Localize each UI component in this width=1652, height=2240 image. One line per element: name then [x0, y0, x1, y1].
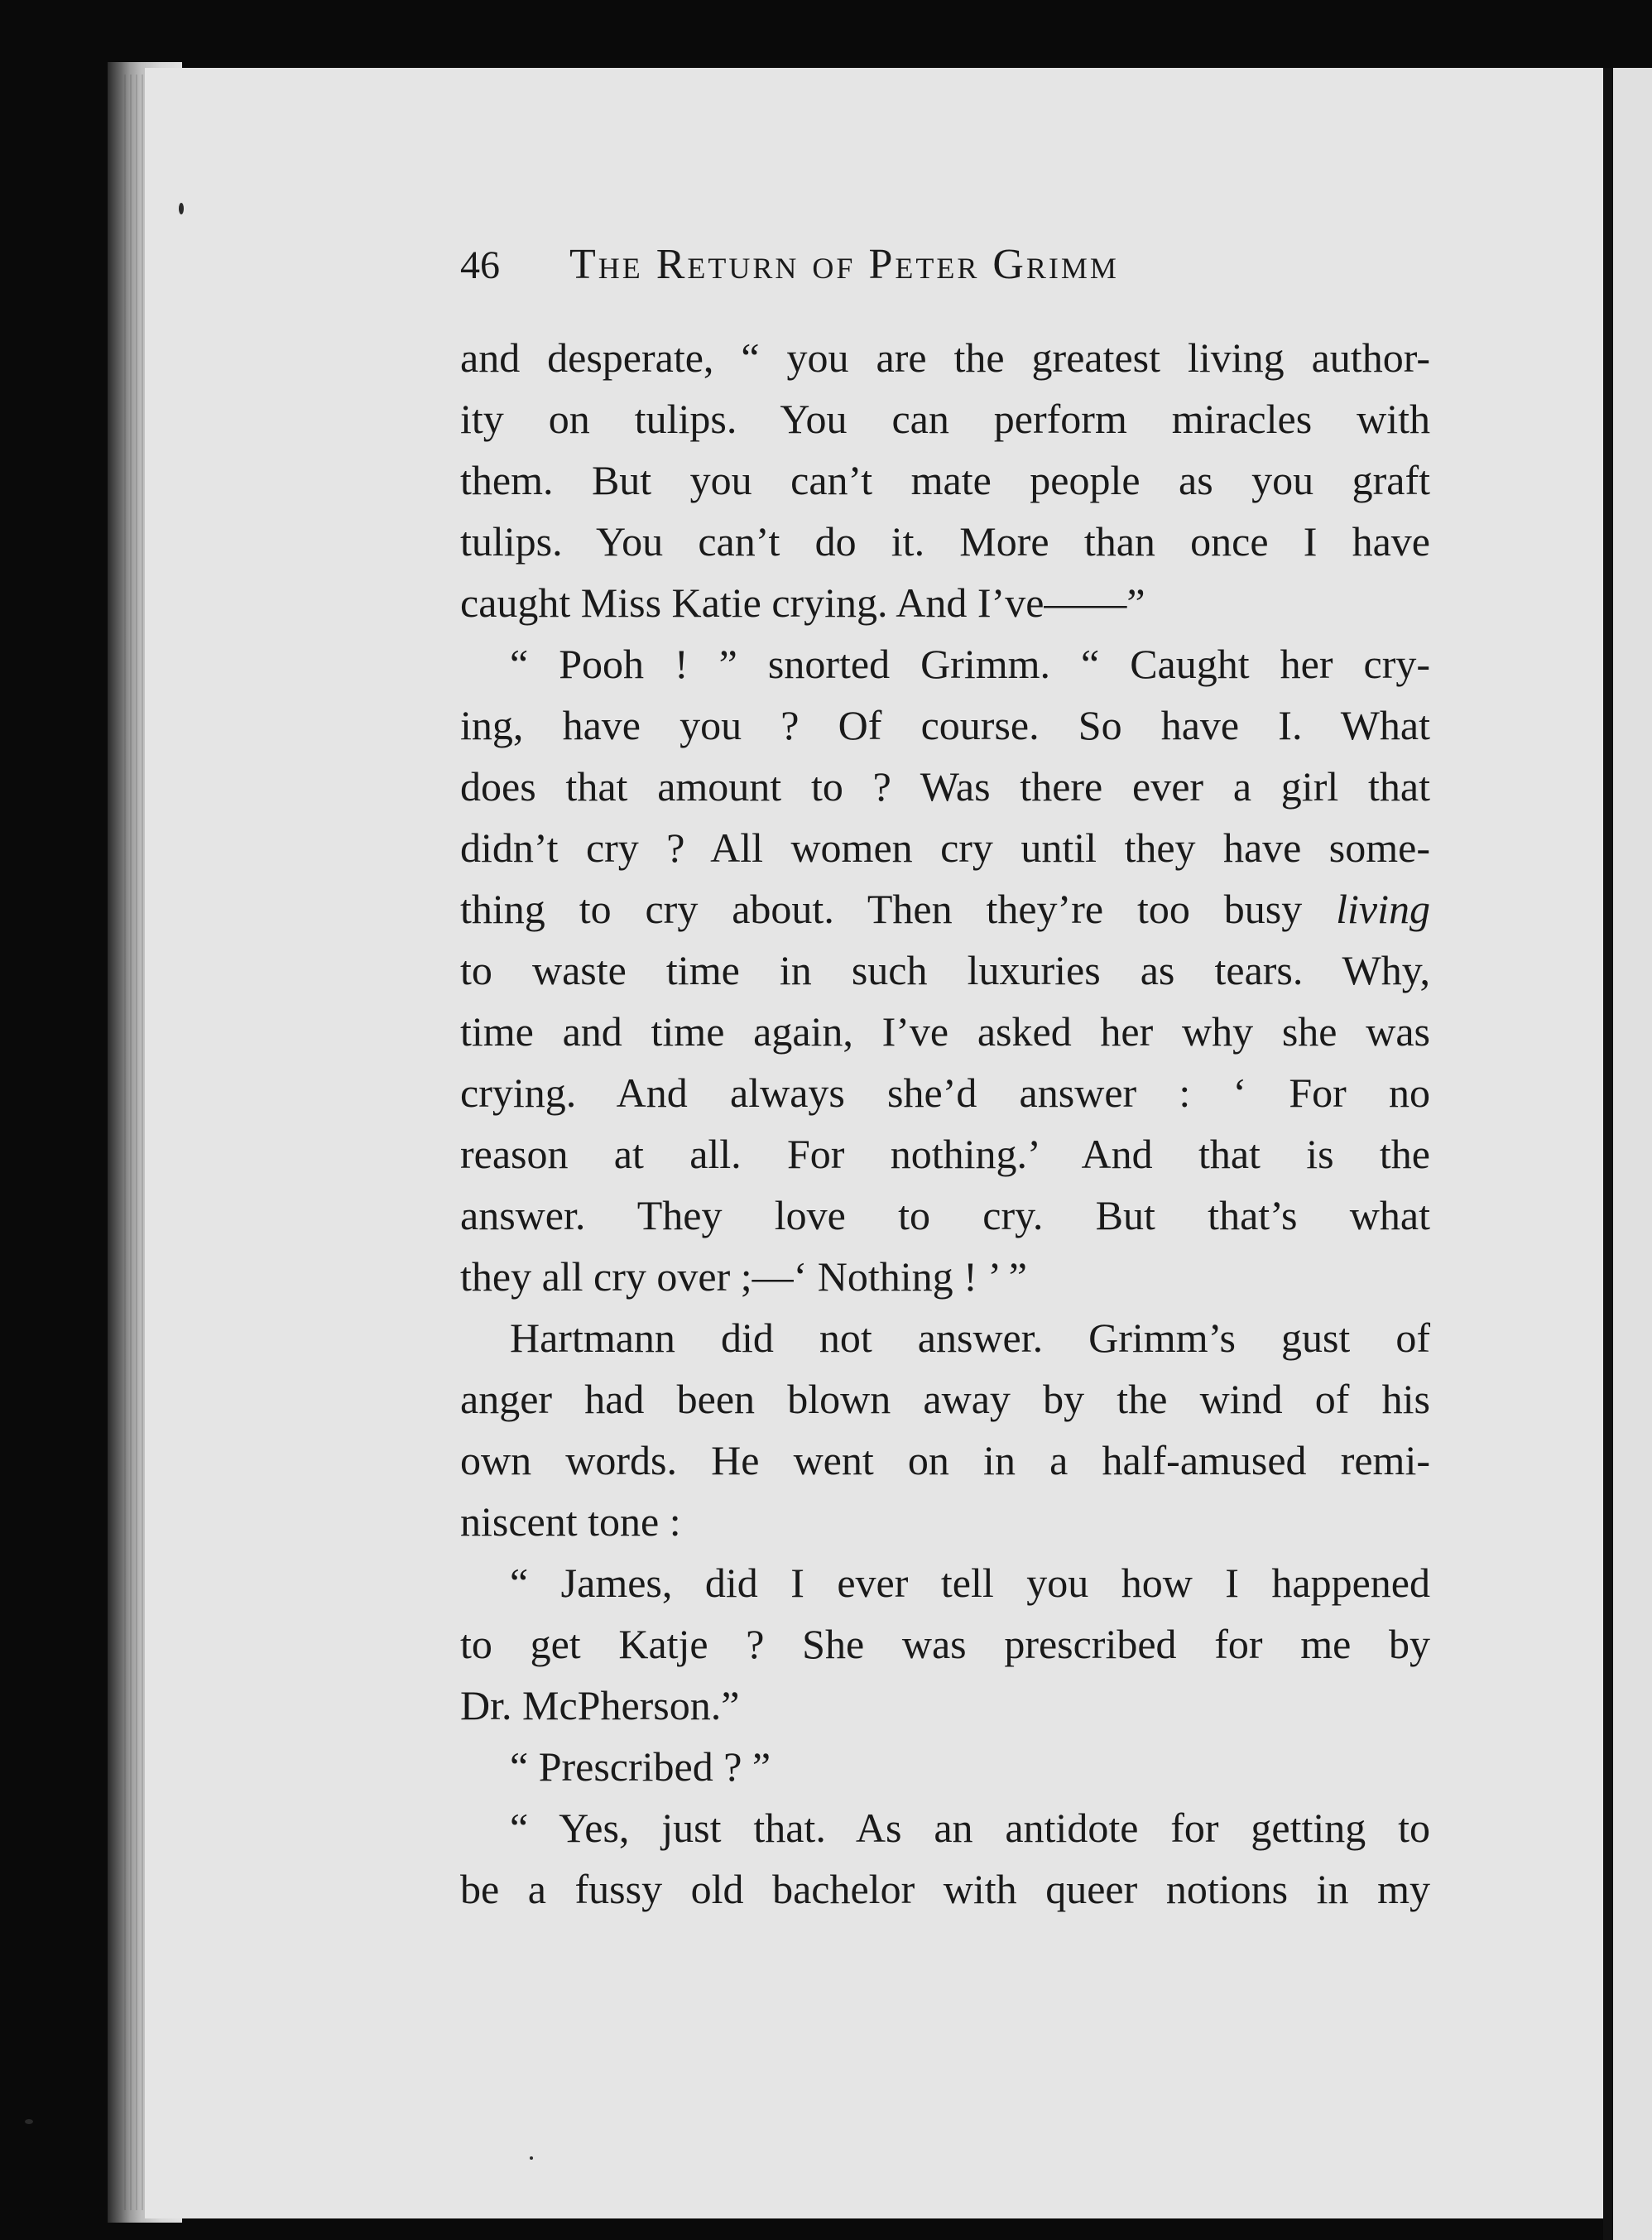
text-line: to waste time in such luxuries as tears. Why, — [460, 947, 1430, 993]
text-line: “ Yes, just that. As an antidote for getting to — [510, 1805, 1430, 1851]
text-line: “ Pooh ! ” snorted Grimm. “ Caught her cry- — [510, 641, 1430, 687]
facing-page-edge — [1613, 68, 1652, 2240]
text-line: they all cry over ;—‘ Nothing ! ’ ” — [460, 1253, 1027, 1300]
text-line: didn’t cry ? All women cry until they have some- — [460, 824, 1430, 871]
text-line: anger had been blown away by the wind of his — [460, 1376, 1430, 1422]
scan-speck — [530, 2156, 533, 2160]
text-line: caught Miss Katie crying. And I’ve——” — [460, 579, 1145, 626]
text-line: ity on tulips. You can perform miracles with — [460, 396, 1430, 442]
text-line: time and time again, I’ve asked her why she was — [460, 1008, 1430, 1055]
text-line: crying. And always she’d answer : ‘ For no — [460, 1070, 1430, 1116]
text-line: and desperate, “ you are the greatest living author- — [460, 334, 1430, 381]
text-line: be a fussy old bachelor with queer notions in my — [460, 1866, 1430, 1912]
running-header — [460, 240, 1437, 298]
body-text — [460, 327, 1430, 1920]
emphasized-word: living — [1336, 886, 1430, 932]
text-line: to get Katje ? She was prescribed for me by — [460, 1621, 1430, 1667]
text-line: ing, have you ? Of course. So have I. What — [460, 702, 1430, 748]
running-title: The Return of Peter Grimm — [569, 241, 1119, 288]
text-line: reason at all. For nothing.’ And that is the — [460, 1131, 1430, 1177]
text-line: “ Prescribed ? ” — [510, 1743, 771, 1790]
text-line: niscent tone : — [460, 1498, 681, 1545]
scan-speck — [179, 203, 184, 214]
text-line: Hartmann did not answer. Grimm’s gust of — [510, 1315, 1430, 1361]
scan-speck — [25, 2119, 33, 2124]
text-line: them. But you can’t mate people as you graft — [460, 457, 1430, 503]
text-line: “ James, did I ever tell you how I happened — [510, 1560, 1430, 1606]
text-line: answer. They love to cry. But that’s what — [460, 1192, 1430, 1238]
text-line: thing to cry about. Then they’re too busy living — [460, 886, 1430, 932]
text-line: tulips. You can’t do it. More than once I have — [460, 518, 1430, 565]
page-number: 46 — [460, 243, 500, 287]
text-line: does that amount to ? Was there ever a girl that — [460, 763, 1430, 810]
text-line: Dr. McPherson.” — [460, 1682, 740, 1728]
text-line: own words. He went on in a half-amused remi- — [460, 1437, 1430, 1483]
page-gutter — [1603, 68, 1613, 2240]
